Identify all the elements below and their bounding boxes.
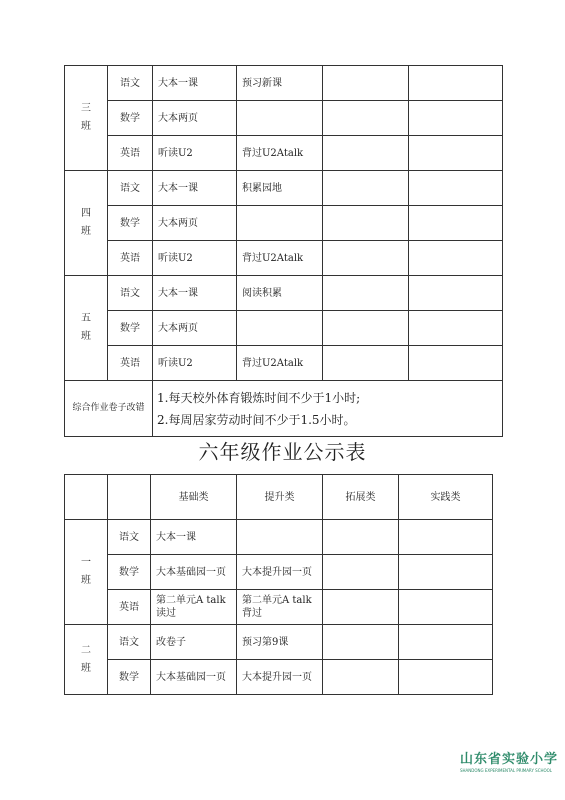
- table-row: [65, 241, 503, 276]
- table-row: [65, 276, 503, 311]
- extended-cell: [323, 66, 409, 101]
- extended-cell: [323, 171, 409, 206]
- homework-table-grade5: [64, 65, 503, 437]
- extended-cell: [323, 206, 409, 241]
- extended-cell: [323, 346, 409, 381]
- table-row: [65, 206, 503, 241]
- basic-cell: 大本基础园一页: [151, 555, 237, 590]
- school-logo-name: 山东省实验小学: [460, 752, 559, 767]
- advanced-cell: 背过U2Atalk: [237, 241, 323, 276]
- basic-cell: 大本两页: [153, 101, 237, 136]
- extended-cell: [323, 660, 399, 695]
- extended-cell: [323, 136, 409, 171]
- subject-cell: 数学: [108, 555, 151, 590]
- basic-cell: 大本一课: [153, 66, 237, 101]
- advanced-cell: 积累园地: [237, 171, 323, 206]
- summary-line: 2.每周居家劳动时间不少于1.5小时。: [157, 412, 356, 427]
- extended-cell: [323, 555, 399, 590]
- table-row: [65, 590, 493, 625]
- basic-cell: 听读U2: [153, 136, 237, 171]
- summary-line: 1.每天校外体育锻炼时间不少于1小时;: [157, 390, 361, 405]
- table-row: [65, 520, 493, 555]
- advanced-cell: 第二单元A talk 背过: [237, 590, 323, 625]
- practice-cell: [409, 66, 503, 101]
- class-cell: 四 班: [65, 171, 108, 276]
- advanced-cell: 预习第9课: [237, 625, 323, 660]
- school-logo-english: SHANDONG EXPERIMENTAL PRIMARY SCHOOL: [460, 768, 553, 773]
- advanced-cell: 背过U2Atalk: [237, 346, 323, 381]
- table-row: [65, 136, 503, 171]
- basic-cell: 改卷子: [151, 625, 237, 660]
- practice-cell: [399, 590, 493, 625]
- basic-cell: 大本两页: [153, 311, 237, 346]
- subject-cell: 语文: [108, 520, 151, 555]
- basic-cell: 第二单元A talk 读过: [151, 590, 237, 625]
- subject-cell: 英语: [108, 241, 153, 276]
- practice-cell: [399, 625, 493, 660]
- advanced-cell: [237, 520, 323, 555]
- extended-cell: [323, 311, 409, 346]
- practice-cell: [409, 206, 503, 241]
- basic-cell: 大本一课: [151, 520, 237, 555]
- class-cell: 一 班: [65, 520, 108, 625]
- advanced-cell: [237, 311, 323, 346]
- extended-cell: [323, 590, 399, 625]
- extended-cell: [323, 241, 409, 276]
- header-empty-cell: [108, 475, 151, 520]
- header-advanced: 提升类: [237, 475, 323, 520]
- table-row: [65, 311, 503, 346]
- table-row: [65, 171, 503, 206]
- advanced-cell: 预习新课: [237, 66, 323, 101]
- subject-cell: 英语: [108, 590, 151, 625]
- table-row: [65, 101, 503, 136]
- class-cell: 二 班: [65, 625, 108, 695]
- subject-cell: 英语: [108, 136, 153, 171]
- practice-cell: [409, 276, 503, 311]
- basic-cell: 听读U2: [153, 346, 237, 381]
- advanced-cell: 阅读积累: [237, 276, 323, 311]
- class-cell: 五 班: [65, 276, 108, 381]
- header-empty-cell: [65, 475, 108, 520]
- school-logo: [460, 748, 565, 773]
- subject-cell: 语文: [108, 276, 153, 311]
- table-row: [65, 660, 493, 695]
- basic-cell: 大本一课: [153, 276, 237, 311]
- header-extended: 拓展类: [323, 475, 399, 520]
- summary-label: 综合作业卷子改错: [65, 381, 153, 437]
- basic-cell: 听读U2: [153, 241, 237, 276]
- practice-cell: [399, 660, 493, 695]
- summary-row: [65, 381, 503, 437]
- advanced-cell: 背过U2Atalk: [237, 136, 323, 171]
- practice-cell: [399, 520, 493, 555]
- basic-cell: 大本一课: [153, 171, 237, 206]
- practice-cell: [409, 101, 503, 136]
- subject-cell: 数学: [108, 206, 153, 241]
- subject-cell: 语文: [108, 66, 153, 101]
- subject-cell: 数学: [108, 101, 153, 136]
- header-basic: 基础类: [151, 475, 237, 520]
- page-title: 六年级作业公示表: [198, 440, 367, 464]
- subject-cell: 语文: [108, 171, 153, 206]
- table-row: [65, 625, 493, 660]
- header-practice: 实践类: [399, 475, 493, 520]
- table-row: [65, 346, 503, 381]
- subject-cell: 语文: [108, 625, 151, 660]
- table-row: [65, 555, 493, 590]
- practice-cell: [399, 555, 493, 590]
- practice-cell: [409, 311, 503, 346]
- summary-text: [153, 381, 503, 437]
- practice-cell: [409, 171, 503, 206]
- practice-cell: [409, 241, 503, 276]
- advanced-cell: [237, 101, 323, 136]
- table-header-row: [65, 475, 493, 520]
- advanced-cell: 大本提升园一页: [237, 555, 323, 590]
- homework-table-grade6: [64, 474, 493, 695]
- extended-cell: [323, 625, 399, 660]
- extended-cell: [323, 101, 409, 136]
- table-row: [65, 66, 503, 101]
- subject-cell: 英语: [108, 346, 153, 381]
- extended-cell: [323, 520, 399, 555]
- basic-cell: 大本两页: [153, 206, 237, 241]
- class-cell: 三 班: [65, 66, 108, 171]
- practice-cell: [409, 346, 503, 381]
- extended-cell: [323, 276, 409, 311]
- advanced-cell: [237, 206, 323, 241]
- subject-cell: 数学: [108, 311, 153, 346]
- advanced-cell: 大本提升园一页: [237, 660, 323, 695]
- practice-cell: [409, 136, 503, 171]
- basic-cell: 大本基础园一页: [151, 660, 237, 695]
- subject-cell: 数学: [108, 660, 151, 695]
